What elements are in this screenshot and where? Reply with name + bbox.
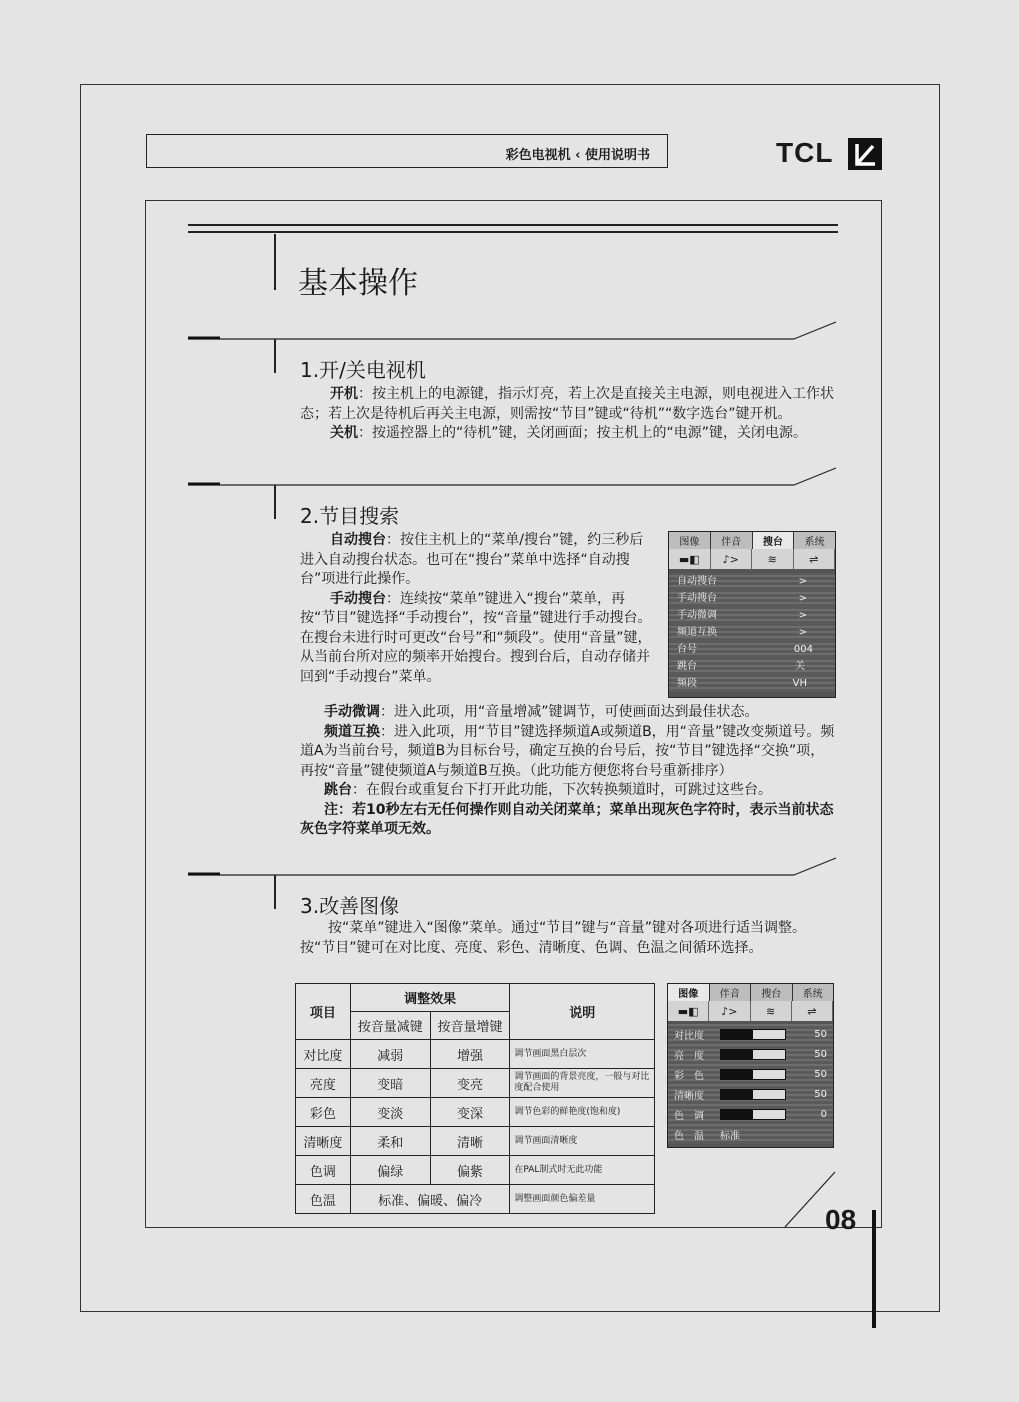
tab-search: 搜台 — [751, 984, 793, 1001]
table-cell: 偏绿 — [350, 1156, 430, 1185]
menu-row-value: > — [798, 627, 807, 638]
tab-search: 搜台 — [753, 532, 795, 549]
menu-row-label: 自动搜台 — [677, 576, 717, 587]
menu-row-label: 跳台 — [677, 661, 697, 672]
menu-icon-row — [668, 1001, 833, 1021]
table-cell: 变亮 — [430, 1069, 510, 1098]
table-cell: 清晰 — [430, 1127, 510, 1156]
menu-row — [669, 624, 835, 641]
divider — [274, 875, 276, 909]
menu-row — [668, 1104, 833, 1124]
divider — [188, 231, 838, 233]
divider — [274, 234, 276, 290]
paragraph: 按“菜单”键进入“图像”菜单。通过“节目”键与“音量”键对各项进行适当调整。按“节目”键可在对比度、亮度、彩色、清晰度、色调、色温之间循环选择。 — [300, 920, 807, 956]
table-row — [296, 1098, 655, 1127]
paragraph: ：按主机上的电源键，指示灯亮，若上次是直接关主电源，则电视进入工作状态；若上次是待机后再关主电源，则需按“节目”键或“待机”“数字选台”键开机。 — [300, 386, 834, 422]
menu-tabs — [668, 984, 833, 1001]
menu-row-value: > — [798, 593, 807, 604]
level-bar — [720, 1089, 786, 1100]
term: 开机 — [330, 386, 358, 402]
menu-row-label: 色 温 — [674, 1130, 704, 1142]
divider — [274, 339, 276, 373]
menu-row-value: 0 — [820, 1108, 827, 1120]
table-row — [296, 1040, 655, 1069]
paragraph: ：按住主机上的“菜单/搜台”键，约三秒后进入自动搜台状态。也可在“搜台”菜单中选择“自动搜台”项进行此操作。 — [300, 532, 644, 587]
section-body — [300, 919, 838, 958]
table-cell: 增强 — [430, 1040, 510, 1069]
tv-icon: ▬◧ — [668, 1001, 709, 1021]
menu-row — [669, 641, 835, 658]
menu-row-value: 关 — [795, 661, 805, 672]
level-bar — [720, 1049, 786, 1060]
level-fill — [721, 1110, 753, 1119]
tv-icon: ▬◧ — [669, 549, 711, 569]
menu-row-value: 004 — [793, 644, 813, 655]
page-number: 08 — [825, 1204, 857, 1235]
table-cell: 变深 — [430, 1098, 510, 1127]
term: 注 — [324, 801, 338, 818]
tab-sound: 伴音 — [710, 984, 752, 1001]
table-cell: 对比度 — [296, 1040, 351, 1069]
menu-row-value: 50 — [814, 1028, 827, 1040]
tcl-logo-mark-icon — [848, 138, 882, 170]
menu-row-value: 50 — [814, 1088, 827, 1100]
menu-row-label: 亮 度 — [674, 1050, 704, 1062]
table-cell: 调节画面的背景亮度，一般与对比度配合使用 — [510, 1069, 655, 1098]
section-title: 1.开/关电视机 — [300, 358, 426, 382]
menu-row — [669, 607, 835, 624]
tab-system: 系统 — [804, 537, 825, 548]
antenna-icon: ≋ — [751, 1001, 792, 1021]
section-divider — [188, 856, 840, 886]
table-cell: 减弱 — [350, 1040, 430, 1069]
paragraph: ：按遥控器上的“待机”键，关闭画面；按主机上的“电源”键，关闭电源。 — [358, 425, 808, 441]
paragraph: ：进入此项，用“节目”键选择频道A或频道B，用“音量”键改变频道号。频道A为当前台号，频道B为目标台号，确定互换的台号后，按“节目”键选择“交换”项，再按“音量”键使频道A与频道B互换。（此功能方便您将台号重新排序） — [300, 723, 835, 779]
table-cell: 变暗 — [350, 1069, 430, 1098]
page-edge-bar — [872, 1210, 876, 1328]
table-cell: 彩色 — [296, 1098, 351, 1127]
section-body — [300, 531, 656, 687]
speaker-icon: ♪> — [711, 549, 753, 569]
picture-menu-screenshot — [667, 983, 834, 1148]
system-icon: ⇌ — [794, 549, 836, 569]
menu-row — [668, 1024, 833, 1044]
menu-row-label: 台号 — [677, 644, 697, 655]
menu-row — [669, 573, 835, 590]
table-cell: 偏紫 — [430, 1156, 510, 1185]
level-bar — [720, 1029, 786, 1040]
tab-picture: 图像 — [669, 532, 711, 549]
level-bar — [720, 1069, 786, 1080]
paragraph: ：连续按“菜单”键进入“搜台”菜单，再按“节目”键选择“手动搜台”，按“音量”键进行手动搜台。在搜台未进行时可更改“台号”和“频段”。使用“音量”键，从当前台所对应的频率开始搜台。搜到台后，自动存储并回到“手动搜台”菜单。 — [300, 590, 652, 685]
menu-row-label: 对比度 — [674, 1030, 704, 1042]
section-divider — [188, 466, 840, 496]
menu-icon-row — [669, 549, 835, 569]
speaker-icon: ♪> — [709, 1001, 750, 1021]
menu-row-value: 50 — [814, 1068, 827, 1080]
term: 手动搜台 — [330, 590, 386, 607]
menu-row — [669, 658, 835, 675]
tab-picture: 图像 — [668, 984, 710, 1001]
menu-row-label: 频道互换 — [677, 627, 717, 638]
paragraph: ：进入此项，用“音量增减”键调节，可使画面达到最佳状态。 — [380, 704, 759, 720]
term: 自动搜台 — [330, 532, 386, 548]
menu-row-label: 色 调 — [674, 1110, 704, 1122]
menu-row — [668, 1124, 833, 1144]
term: 跳台 — [324, 782, 352, 798]
menu-row-label: 频段 — [677, 678, 697, 689]
doc-title: 彩色电视机 ‹ 使用说明书 — [505, 148, 650, 163]
tcl-logo: TCL — [776, 137, 834, 168]
section-divider — [188, 320, 840, 350]
level-fill — [721, 1050, 753, 1059]
system-icon: ⇌ — [792, 1001, 833, 1021]
table-cell: 标准、偏暖、偏冷 — [350, 1185, 510, 1214]
menu-row — [668, 1044, 833, 1064]
table-cell: 调节画面黑白层次 — [510, 1040, 655, 1069]
table-row — [296, 1127, 655, 1156]
table-cell: 在PAL制式时无此功能 — [510, 1156, 655, 1185]
term: 关机 — [330, 425, 358, 441]
table-header: 调整效果 — [350, 984, 510, 1012]
table-cell: 调整画面颜色偏差量 — [510, 1185, 655, 1214]
section-body — [300, 385, 838, 444]
tab-system: 系统 — [802, 989, 823, 1000]
menu-row — [669, 590, 835, 607]
page-corner-line — [145, 1170, 885, 1230]
antenna-icon: ≋ — [752, 549, 794, 569]
table-cell: 色温 — [296, 1185, 351, 1214]
divider — [188, 224, 838, 226]
level-bar — [720, 1109, 786, 1120]
level-fill — [721, 1030, 753, 1039]
menu-row-label: 彩 色 — [674, 1070, 704, 1082]
table-cell: 柔和 — [350, 1127, 430, 1156]
section-title: 2.节目搜索 — [300, 504, 400, 528]
divider — [274, 485, 276, 519]
menu-row-value: 50 — [814, 1048, 827, 1060]
term: 频道互换 — [324, 723, 380, 740]
table-header: 按音量增键 — [430, 1012, 510, 1040]
menu-row-label: 手动微调 — [677, 610, 717, 621]
menu-row-value: VH — [792, 678, 807, 689]
table-header: 按音量减键 — [350, 1012, 430, 1040]
table-cell: 调节色彩的鲜艳度(饱和度) — [510, 1098, 655, 1127]
search-menu-screenshot — [668, 531, 836, 698]
section-body — [300, 703, 838, 840]
table-cell: 亮度 — [296, 1069, 351, 1098]
menu-row — [669, 675, 835, 692]
page-title: 基本操作 — [298, 266, 418, 301]
table-cell: 变淡 — [350, 1098, 430, 1127]
menu-row-label: 手动搜台 — [677, 593, 717, 604]
table-cell: 色调 — [296, 1156, 351, 1185]
table-header: 说明 — [510, 984, 655, 1040]
menu-row — [668, 1084, 833, 1104]
table-cell: 清晰度 — [296, 1127, 351, 1156]
table-cell: 调节画面清晰度 — [510, 1127, 655, 1156]
term: 手动微调 — [324, 704, 380, 720]
paragraph: ：在假台或重复台下打开此功能，下次转换频道时，可跳过这些台。 — [352, 782, 772, 798]
menu-row-value: > — [798, 610, 807, 621]
section-title: 3.改善图像 — [300, 894, 400, 918]
level-fill — [721, 1070, 753, 1079]
paragraph: ：若10秒左右无任何操作则自动关闭菜单；菜单出现灰色字符时，表示当前状态灰色字符菜单项无效。 — [300, 801, 834, 837]
table-header: 项目 — [296, 984, 351, 1040]
menu-row-value: > — [798, 576, 807, 587]
level-fill — [721, 1090, 753, 1099]
table-row — [296, 1069, 655, 1098]
tab-sound: 伴音 — [711, 532, 753, 549]
menu-tabs — [669, 532, 835, 549]
menu-row — [668, 1064, 833, 1084]
menu-row-label: 清晰度 — [674, 1090, 704, 1102]
menu-row-value: 标准 — [720, 1130, 740, 1142]
